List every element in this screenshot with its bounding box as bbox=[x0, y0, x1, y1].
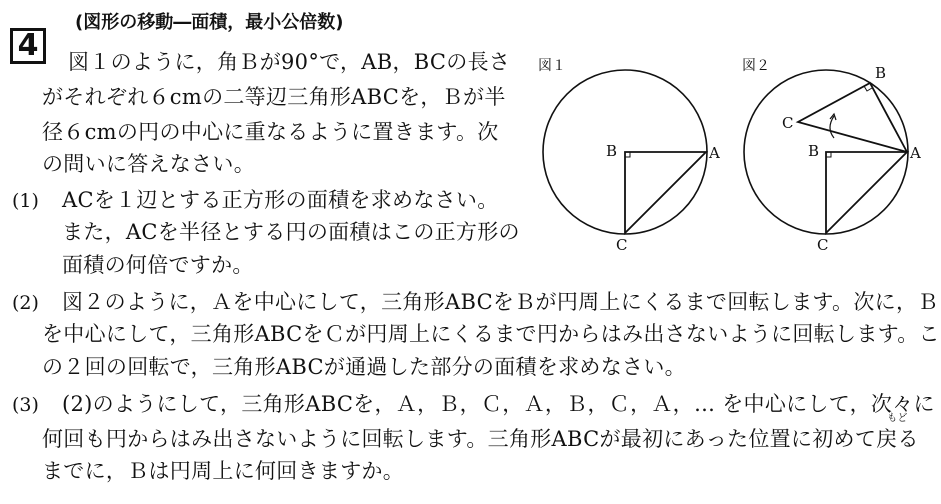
q2-label: (2) bbox=[12, 292, 39, 314]
q1-label: (1) bbox=[12, 190, 39, 212]
figure-2-caption: 図２ bbox=[742, 58, 770, 74]
intro-line-3: 径６cmの円の中心に重なるように置きます。次 bbox=[42, 120, 499, 144]
figure-1-caption: 図１ bbox=[538, 58, 566, 74]
label-a: A bbox=[709, 144, 720, 162]
q3-line-2 bbox=[42, 413, 919, 451]
label-a: A bbox=[910, 144, 921, 162]
triangle-abc bbox=[625, 152, 706, 233]
rotation-arc bbox=[830, 116, 834, 138]
ruby-modoru bbox=[876, 413, 919, 451]
label-c-rotated: C bbox=[782, 114, 794, 132]
label-c: C bbox=[616, 236, 628, 254]
q2-line-1: 図２のように，Ａを中心にして，三角形ABCをＢが円周上にくるまで回転します。次に，Ｂ bbox=[62, 290, 939, 314]
q1-line-2: また，ACを半径とする円の面積はこの正方形の bbox=[62, 220, 520, 244]
label-b: B bbox=[808, 142, 820, 160]
q3-label: (3) bbox=[12, 394, 39, 416]
label-b-rotated: B bbox=[875, 64, 887, 82]
problem-number: 4 bbox=[10, 28, 46, 64]
intro-line-1: 図１のように，角Ｂが90°で，AB，BCの長さ bbox=[68, 50, 511, 74]
q3-line-2-text: 何回も円からはみ出さないように回転します。三角形ABCが最初にあった位置に初めて bbox=[42, 427, 877, 451]
figure-1 bbox=[530, 52, 730, 254]
triangle-original bbox=[826, 152, 907, 233]
q2-line-2: を中心にして，三角形ABCをＣが円周上にくるまで円からはみ出さないように回転します。こ bbox=[42, 322, 940, 346]
intro-line-4: の問いに答えなさい。 bbox=[42, 152, 255, 176]
figure-2 bbox=[730, 52, 935, 254]
right-angle-mark-rotated bbox=[864, 86, 872, 91]
label-b: B bbox=[606, 142, 618, 160]
q3-line-3: までに，Ｂは円周上に何回きますか。 bbox=[42, 459, 405, 483]
problem-heading: (図形の移動―面積，最小公倍数) bbox=[75, 12, 344, 33]
q2-line-3: の２回の回転で，三角形ABCが通過した部分の面積を求めなさい。 bbox=[42, 355, 686, 379]
ruby-base: 戻る bbox=[876, 427, 919, 451]
q1-line-1: ACを１辺とする正方形の面積を求めなさい。 bbox=[62, 188, 499, 212]
q1-line-3: 面積の何倍ですか。 bbox=[62, 253, 254, 277]
intro-line-2: がそれぞれ６cmの二等辺三角形ABCを，Ｂが半 bbox=[42, 85, 506, 109]
label-c: C bbox=[817, 236, 829, 254]
q3-line-1: (2)のようにして，三角形ABCを，Ａ，Ｂ，Ｃ，Ａ，Ｂ，Ｃ，Ａ，… を中心にして，次々に bbox=[62, 392, 935, 416]
ruby-reading: もど bbox=[887, 413, 908, 424]
